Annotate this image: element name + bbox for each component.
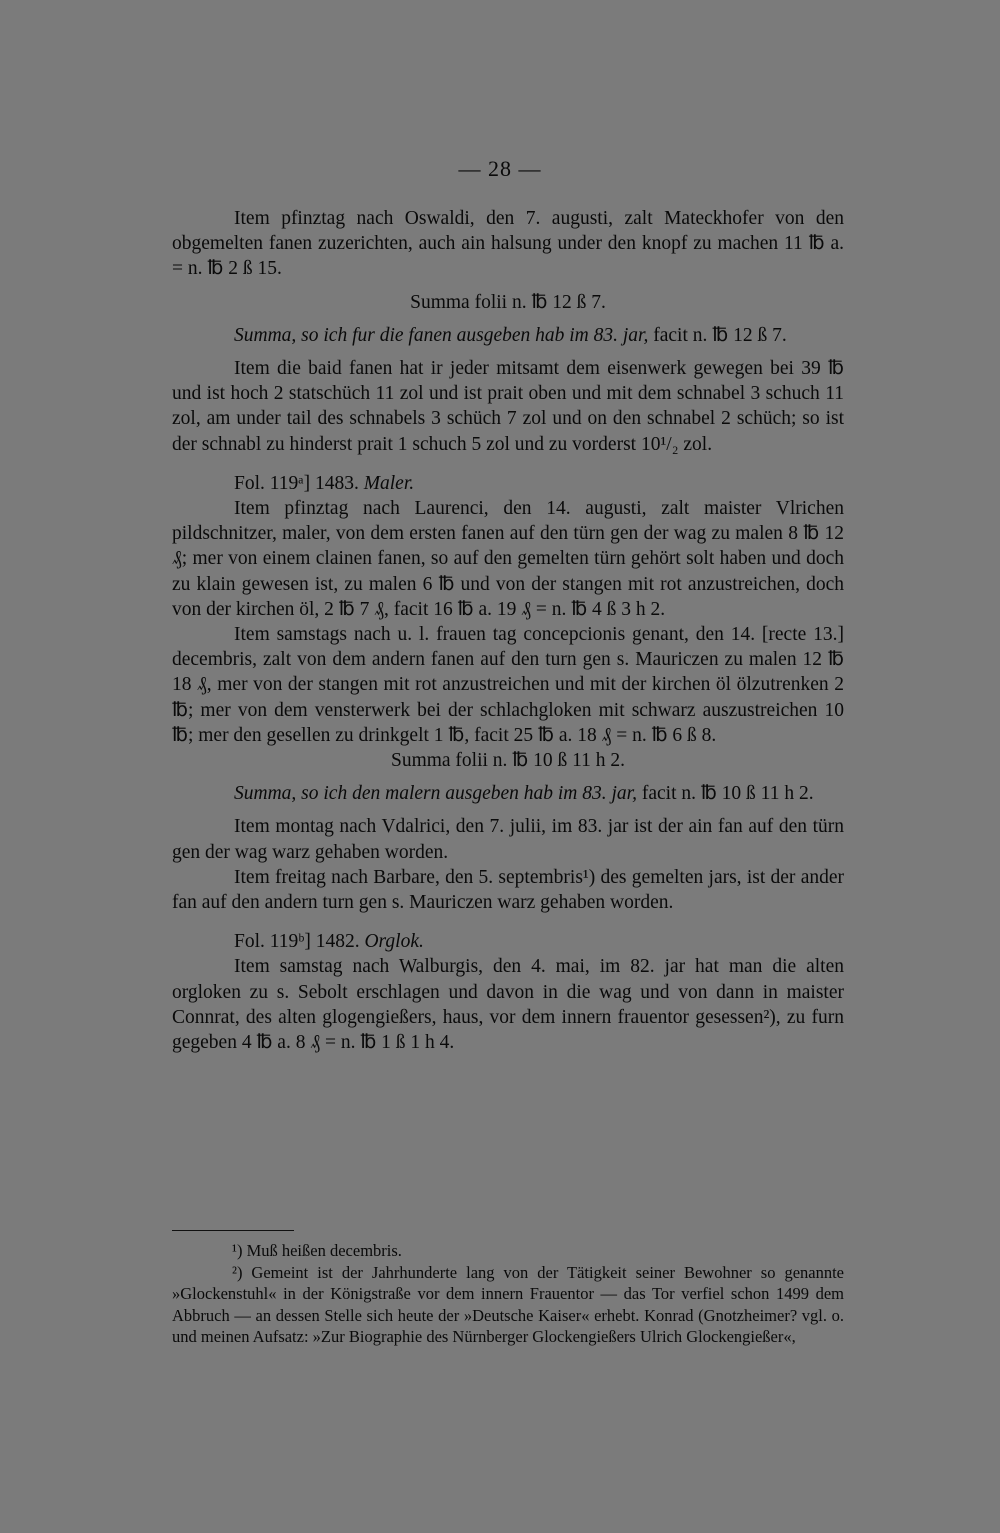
section-title-orglok: Orglok. [364, 931, 424, 953]
paragraph-walburgis: Item samstag nach Walburgis, den 4. mai, im 82. jar hat man die alten orgloken zu s. Sebolt erschlagen und davon in die wag und von dann in maister Connrat, des alten glogengießers, haus, vor dem innern frauentor gesessen²), zu furn gegeben 4 ℔ a. 8 ₰ = n. ℔ 1 ß 1 h 4. [172, 956, 844, 1054]
footnotes [172, 1240, 844, 1348]
folio-ref-119b: Fol. 119ᵇ] 1482. [234, 931, 365, 953]
summa-malern [172, 781, 844, 806]
summa-fanen [172, 323, 844, 348]
summa-fanen-italic: Summa, so ich fur die fanen ausgeben hab im 83. jar, [234, 324, 649, 346]
section-title-maler: Maler. [363, 472, 415, 494]
summa-malern-total: facit n. ℔ 10 ß 11 h 2. [636, 783, 814, 805]
summa-fanen-total: facit n. ℔ 12 ß 7. [648, 324, 787, 346]
footnote-divider [172, 1230, 294, 1231]
section-heading-orglok [172, 929, 844, 954]
paragraph-concepcionis: Item samstags nach u. l. frauen tag concepcionis genant, den 14. [recte 13.] decembris, zalt von dem andern fanen auf den turn gen s. Mauriczen zu malen 12 ℔ 18 ₰, mer von der stangen mit rot anzustreichen und mit der kirchen öl ölzutrenken 2 ℔; mer von dem vensterwerk bei der schlachgloken mit schwarz auszustreichen 10 ℔; mer den gesellen zu drinkgelt 1 ℔, facit 25 ℔ a. 18 ₰ = n. ℔ 6 ß 8. [172, 624, 844, 746]
folio-ref-119a: Fol. 119ᵃ] 1483. [234, 472, 364, 494]
summa-folii-1: Summa folii n. ℔ 12 ß 7. [410, 291, 606, 313]
section-heading-maler [172, 471, 844, 496]
paragraph-laurenci: Item pfinztag nach Laurenci, den 14. augusti, zalt maister Vlrichen pildschnitzer, maler, von dem ersten fanen auf den türn gen der wag zu malen 8 ℔ 12 ₰; mer von einem clainen fanen, so auf den gemelten türn gehört solt haben und doch zu klain gewesen ist, zu malen 6 ℔ und von der stangen mit rot anzustreichen, doch von der kirchen öl, 2 ℔ 7 ₰, facit 16 ℔ a. 19 ₰ = n. ℔ 4 ß 3 h 2. [172, 498, 844, 620]
main-text [172, 206, 844, 1055]
paragraph-vdalrici: Item montag nach Vdalrici, den 7. julii, im 83. jar ist der ain fan auf den türn gen der wag warz gehaben worden. [172, 816, 844, 863]
paragraph-barbare: Item freitag nach Barbare, den 5. septembris¹) des gemelten jars, ist der ander fan auf den andern turn gen s. Mauriczen warz gehaben worden. [172, 866, 844, 914]
paragraph-fanen-gewicht: Item die baid fanen hat ir jeder mitsamt dem eisenwerk gewegen bei 39 ℔ und ist hoch 2 statschüch 11 zol und ist prait oben und mit dem schnabel 3 schuch 11 zol, am under tail des schnabels 3 schüch 7 zol und on den schnabel 2 schüch; so ist der schnabl zu hinderst prait 1 schuch 5 zol und zu vorderst 10¹/₂ zol. [172, 358, 844, 455]
paragraph-oswaldi: Item pfinztag nach Oswaldi, den 7. augusti, zalt Mateckhofer von den obgemelten fanen zuzerichten, auch ain halsung under den knopf zu machen 11 ℔ a. = n. ℔ 2 ß 15. [172, 208, 844, 280]
summa-folii-2: Summa folii n. ℔ 10 ß 11 h 2. [390, 750, 626, 772]
footnote-1: ¹) Muß heißen decembris. [232, 1241, 402, 1260]
page-number: — 28 — [458, 156, 542, 181]
footnote-2: ²) Gemeint ist der Jahrhunderte lang von der Tätigkeit seiner Bewohner so genannte »Glockenstuhl« in der Königstraße vor dem innern Frauentor — das Tor verfiel schon 1499 dem Abbruch — an dessen Stelle sich heute der »Deutsche Kaiser« erhebt. Konrad (Gnotzheimer? vgl. o. und meinen Aufsatz: »Zur Biographie des Nürnberger Glockengießers Ulrich Glockengießer«, [172, 1262, 844, 1347]
summa-malern-italic: Summa, so ich den malern ausgeben hab im 83. jar, [234, 783, 637, 805]
